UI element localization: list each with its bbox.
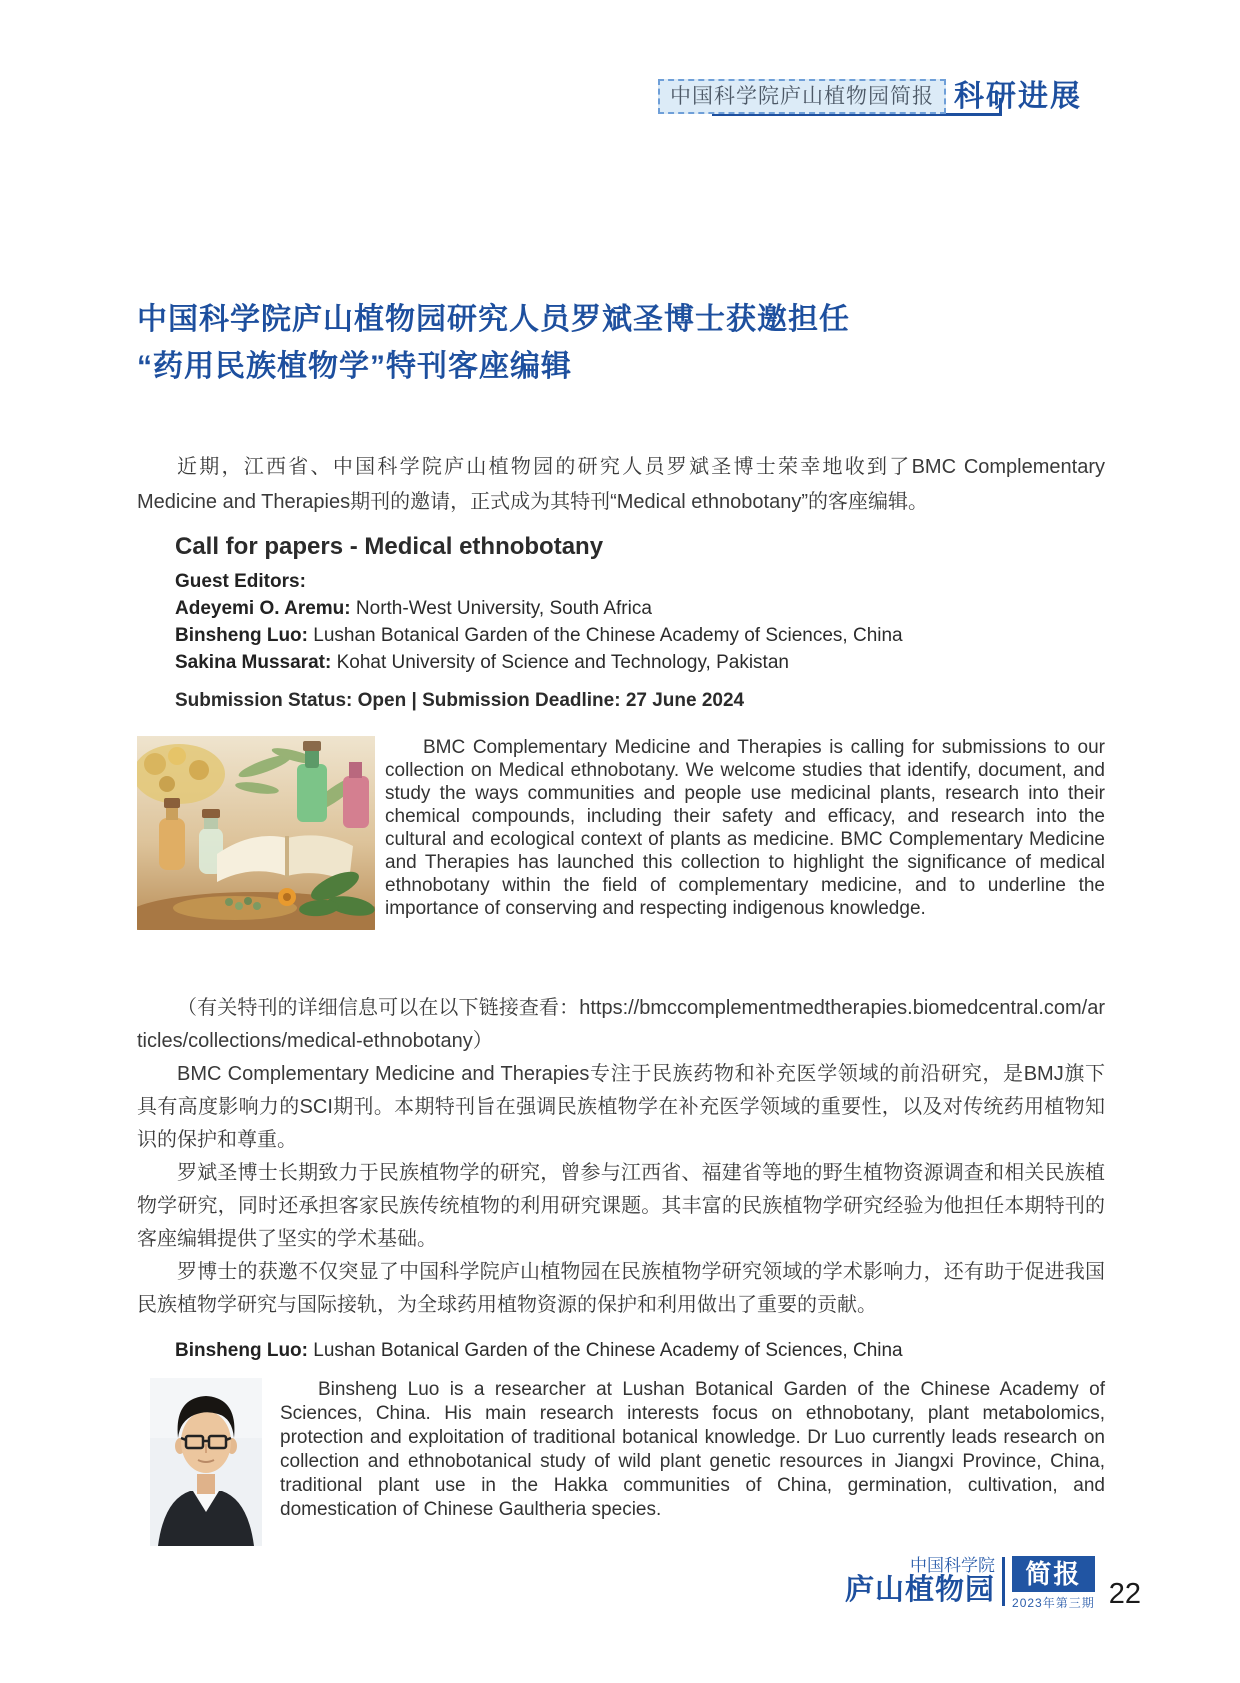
footer-page-number: 22 (1108, 1578, 1141, 1610)
editor-row (175, 595, 1105, 622)
masthead (658, 79, 1082, 139)
cfp-description-block (137, 736, 1105, 934)
article-title-line2: “药用民族植物学”特刊客座编辑 (137, 350, 572, 383)
article-title (137, 296, 1077, 390)
cfp-heading: Call for papers - Medical ethnobotany (175, 533, 604, 560)
bio-heading (175, 1338, 1105, 1364)
significance-paragraph: 罗博士的获邀不仅突显了中国科学院庐山植物园在民族植物学研究领域的学术影响力，还有助于促进我国民族植物学研究与国际接轨，为全球药用植物资源的保护和利用做出了重要的贡献。 (137, 1261, 1105, 1316)
editor-name: Binsheng Luo: (175, 625, 308, 646)
special-issue-url[interactable]: https://bmccomplementmedtherapies.biomedcentral.com/articles/collections/medical-ethnobotany (137, 997, 1105, 1052)
herbal-medicine-photo (137, 736, 375, 930)
editor-affiliation: Kohat University of Science and Technology, Pakistan (336, 652, 789, 673)
editor-row (175, 649, 1105, 676)
bulletin-name-tag: 中国科学院庐山植物园简报 (658, 79, 946, 114)
luo-research-paragraph: 罗斌圣博士长期致力于民族植物学的研究，曾参与江西省、福建省等地的野生植物资源调查和相关民族植物学研究，同时还承担客家民族传统植物的利用研究课题。其丰富的民族植物学研究经验为他担任本期特刊的客座编辑提供了坚实的学术基础。 (137, 1162, 1105, 1250)
editor-affiliation: Lushan Botanical Garden of the Chinese Academy of Sciences, China (313, 625, 903, 646)
editor-name: Adeyemi O. Aremu: (175, 598, 351, 619)
bio-paragraph: Binsheng Luo is a researcher at Lushan Botanical Garden of the Chinese Academy of Sciences, China. His main research interests focus on ethnobotany, plant metabolomics, protection and exploitation of traditional botanical knowledge. Dr Luo currently leads research on collection and ethnobotanical study of wild plant genetic resources in Jiangxi Province, China, traditional plant use in the Hakka communities of China, germination, cultivation, and domestication of Chinese Gaultheria species. (280, 1379, 1105, 1520)
footer-organization (845, 1556, 995, 1606)
editor-name: Sakina Mussarat: (175, 652, 332, 673)
bio-name: Binsheng Luo: (175, 1340, 308, 1361)
guest-editors-label: Guest Editors: (175, 571, 306, 592)
editor-affiliation: North-West University, South Africa (355, 598, 652, 619)
section-label: 科研进展 (954, 79, 1082, 113)
bio-affiliation: Lushan Botanical Garden of the Chinese Academy of Sciences, China (313, 1340, 903, 1361)
cfp-description: BMC Complementary Medicine and Therapies is calling for submissions to our collection on Medical ethnobotany. We welcome studies that identify, document, and study the ways communities and people use medicinal plants, research into their chemical compounds, including their safety and efficacy, and research into the cultural and ecological context of plants as medicine. BMC Complementary Medicine and Therapies has launched this collection to highlight the significance of medical ethnobotany within the field of complementary medicine, and to underline the importance of conserving and respecting indigenous knowledge. (385, 737, 1105, 919)
footer-org-garden: 庐山植物园 (845, 1574, 996, 1606)
page-footer (845, 1556, 1141, 1611)
footer-issue-label: 2023年第三期 (1012, 1596, 1095, 1610)
special-issue-link-paragraph: （有关特刊的详细信息可以在以下链接查看：https://bmccomplementmedtherapies.biomedcentral.com/articles/collections/medical-ethnobotany） (137, 997, 1105, 1052)
article-title-line1: 中国科学院庐山植物园研究人员罗斌圣博士获邀担任 (137, 303, 850, 336)
journal-intro-paragraph: BMC Complementary Medicine and Therapies专注于民族药物和补充医学领域的前沿研究，是BMJ旗下具有高度影响力的SCI期刊。本期特刊旨在强调民族植物学在补充医学领域的重要性，以及对传统药用植物知识的保护和尊重。 (137, 1063, 1105, 1151)
binsheng-luo-portrait (150, 1378, 262, 1546)
footer-org-cas: 中国科学院 (910, 1556, 996, 1575)
call-for-papers-block (175, 532, 1105, 714)
article-body (137, 450, 1105, 1546)
bio-block (150, 1378, 1105, 1546)
footer-divider (1002, 1557, 1005, 1606)
footer-bulletin-badge: 简报 (1012, 1556, 1095, 1592)
editor-row (175, 622, 1105, 649)
footer-bulletin (1012, 1556, 1095, 1611)
intro-paragraph: 近期，江西省、中国科学院庐山植物园的研究人员罗斌圣博士荣幸地收到了BMC Complementary Medicine and Therapies期刊的邀请，正式成为其特刊“Medical ethnobotany”的客座编辑。 (137, 456, 1105, 513)
submission-status-line: Submission Status: Open | Submission Deadline: 27 June 2024 (175, 690, 745, 711)
chinese-body-block (137, 992, 1105, 1322)
